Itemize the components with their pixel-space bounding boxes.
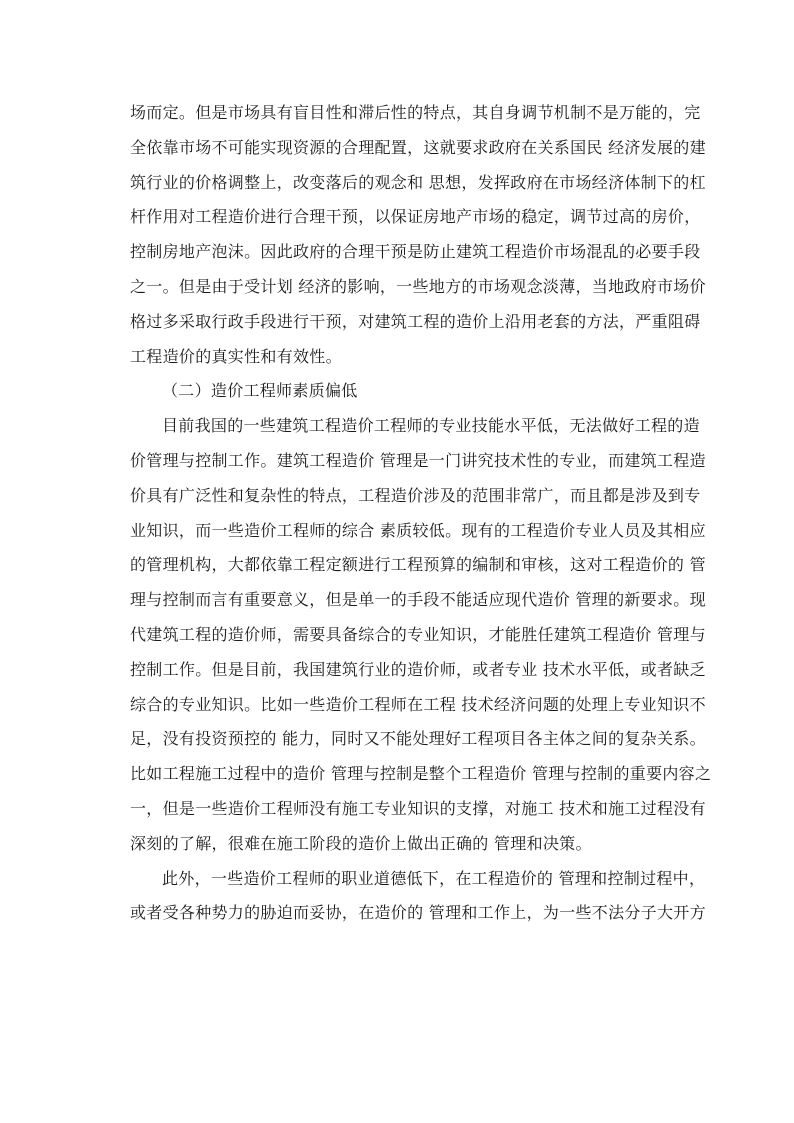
- text-line: 价管理与控制工作。建筑工程造价 管理是一门讲究技术性的专业，而建筑工程造: [130, 450, 706, 470]
- text-line: 代建筑工程的造价师，需要具备综合的专业知识，才能胜任建筑工程造价 管理与: [130, 624, 706, 644]
- text-line: 之一。但是由于受计划 经济的影响，一些地方的市场观念淡薄，当地政府市场价: [130, 276, 706, 296]
- text-line: 此外，一些造价工程师的职业道德低下，在工程造价的 管理和控制过程中，: [162, 868, 706, 888]
- paragraph: [130, 96, 706, 374]
- text-line: 深刻的了解，很难在施工阶段的造价上做出正确的 管理和决策。: [130, 833, 592, 853]
- text-line: 综合的专业知识。比如一些造价工程师在工程 技术经济问题的处理上专业知识不: [130, 694, 706, 714]
- text-line: 格过多采取行政手段进行干预，对建筑工程的造价上沿用老套的方法，严重阻碍: [130, 311, 701, 331]
- text-line: 场而定。但是市场具有盲目性和滞后性的特点，其自身调节机制不是万能的，完: [130, 103, 701, 122]
- text-line: 或者受各种势力的胁迫而妥协，在造价的 管理和工作上，为一些不法分子大开方: [130, 903, 706, 923]
- text-line: 全依靠市场不可能实现资源的合理配置，这就要求政府在关系国民 经济发展的建: [130, 137, 706, 157]
- text-line: 理与控制而言有重要意义，但是单一的手段不能适应现代造价 管理的新要求。现: [130, 590, 706, 610]
- text-line: 业知识，而一些造价工程师的综合 素质较低。现有的工程造价专业人员及其相应: [130, 520, 706, 540]
- text-line: 比如工程施工过程中的造价 管理与控制是整个工程造价 管理与控制的重要内容之: [130, 764, 712, 784]
- text-line: 价具有广泛性和复杂性的特点，工程造价涉及的范围非常广，而且都是涉及到专: [130, 485, 701, 505]
- text-line: 一，但是一些造价工程师没有施工专业知识的支撑，对施工 技术和施工过程没有: [130, 798, 706, 818]
- text-line: 筑行业的价格调整上，改变落后的观念和 思想，发挥政府在市场经济体制下的杠: [130, 172, 706, 192]
- paragraph: [130, 862, 706, 932]
- text-line: 足，没有投资预控的 能力，同时又不能处理好工程项目各主体之间的复杂关系。: [130, 729, 706, 749]
- text-line: 目前我国的一些建筑工程造价工程师的专业技能水平低，无法做好工程的造: [162, 416, 700, 436]
- text-line: 的管理机构，大都依靠工程定额进行工程预算的编制和审核，这对工程造价的 管: [130, 555, 706, 575]
- heading-text: （二）造价工程师素质偏低: [162, 381, 358, 401]
- text-line: 控制工作。但是目前，我国建筑行业的造价师，或者专业 技术水平低，或者缺乏: [130, 659, 706, 679]
- document-body: [130, 96, 712, 931]
- text-line: 杆作用对工程造价进行合理干预，以保证房地产市场的稳定，调节过高的房价，: [130, 207, 701, 227]
- text-line: 工程造价的真实性和有效性。: [130, 346, 342, 366]
- text-line: 控制房地产泡沫。因此政府的合理干预是防止建筑工程造价市场混乱的必要手段: [130, 242, 701, 262]
- paragraph: [130, 409, 712, 861]
- section-heading: [130, 374, 670, 409]
